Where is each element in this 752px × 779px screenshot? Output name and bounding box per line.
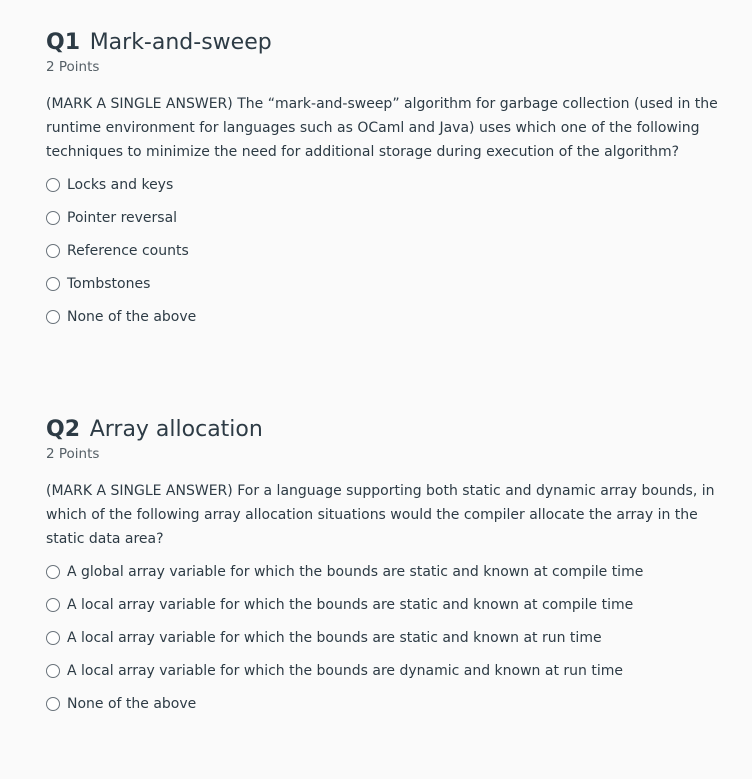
question-2-prompt: (MARK A SINGLE ANSWER) For a language supporting both static and dynamic array bounds, in which of the following array allocation situations would the compiler allocate the array in the static data area? [46, 483, 715, 547]
q1-option-2[interactable] [46, 201, 726, 234]
radio-button-icon[interactable] [46, 664, 60, 678]
radio-button-icon[interactable] [46, 598, 60, 612]
q1-option-1[interactable] [46, 168, 726, 201]
question-1-number: Q1 [46, 30, 81, 55]
q2-option-3[interactable] [46, 621, 726, 654]
q2-option-1-label[interactable]: A global array variable for which the bounds are static and known at compile time [67, 563, 644, 580]
q1-option-3-label[interactable]: Reference counts [67, 242, 189, 259]
q1-option-5[interactable] [46, 300, 726, 333]
radio-button-icon[interactable] [46, 277, 60, 291]
q1-option-5-label[interactable]: None of the above [67, 308, 197, 325]
radio-button-icon[interactable] [46, 631, 60, 645]
radio-button-icon[interactable] [46, 178, 60, 192]
question-2-number: Q2 [46, 417, 81, 442]
question-2-title [46, 415, 726, 445]
question-2 [46, 415, 726, 720]
radio-button-icon[interactable] [46, 211, 60, 225]
radio-button-icon[interactable] [46, 565, 60, 579]
question-1-options [46, 168, 726, 333]
radio-button-icon[interactable] [46, 697, 60, 711]
radio-button-icon[interactable] [46, 244, 60, 258]
question-1-prompt: (MARK A SINGLE ANSWER) The “mark-and-sweep” algorithm for garbage collection (used in the runtime environment for languages such as OCaml and Java) uses which one of the following techniques to minimize the need for additional storage during execution of the algorithm? [46, 96, 718, 160]
question-1-name: Mark-and-sweep [89, 30, 272, 55]
radio-button-icon[interactable] [46, 310, 60, 324]
question-2-name: Array allocation [89, 417, 263, 442]
q1-option-4-label[interactable]: Tombstones [67, 275, 151, 292]
question-1 [46, 28, 726, 333]
q1-option-2-label[interactable]: Pointer reversal [67, 209, 178, 226]
q1-option-3[interactable] [46, 234, 726, 267]
q2-option-5[interactable] [46, 687, 726, 720]
question-1-points: 2 Points [46, 59, 100, 75]
q2-option-2-label[interactable]: A local array variable for which the bounds are static and known at compile time [67, 596, 634, 613]
q1-option-4[interactable] [46, 267, 726, 300]
q1-option-1-label[interactable]: Locks and keys [67, 176, 174, 193]
q2-option-3-label[interactable]: A local array variable for which the bounds are static and known at run time [67, 629, 602, 646]
q2-option-4-label[interactable]: A local array variable for which the bounds are dynamic and known at run time [67, 662, 623, 679]
q2-option-5-label[interactable]: None of the above [67, 695, 197, 712]
question-2-options [46, 555, 726, 720]
question-2-points: 2 Points [46, 446, 100, 462]
q2-option-4[interactable] [46, 654, 726, 687]
q2-option-2[interactable] [46, 588, 726, 621]
question-1-title [46, 28, 726, 58]
q2-option-1[interactable] [46, 555, 726, 588]
